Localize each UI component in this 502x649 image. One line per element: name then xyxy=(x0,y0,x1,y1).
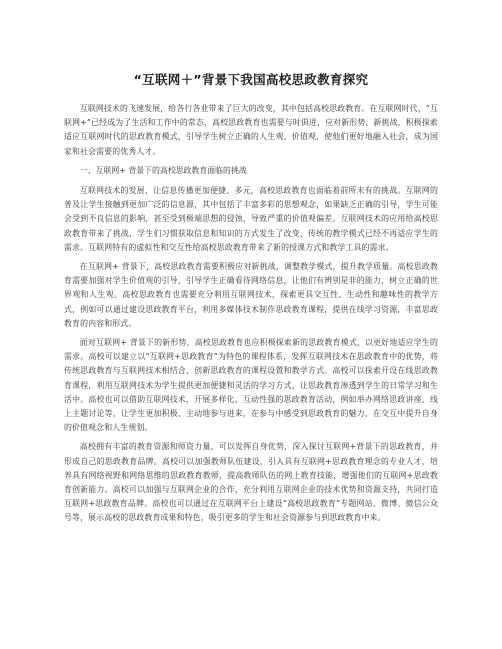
document-title: “互联网＋”背景下我国高校思政教育探究 xyxy=(133,72,369,87)
body-paragraph: 在互联网+ 背景下，高校思政教育需要积极应对新挑战，调整教学模式，提升教学质量。高校思政教育需要加强对学生价值观的引导，引导学生正确看待网络信息，让他们有辨别是非的能力，树立正确的世界观和人生观。高校思政教育也需要充分利用互联网技术，探索更具交互性、生动性和趣味性的教学方式，例如可以通过建设思政教育平台，利用多媒体技术制作思政教育课程，提供在线学习资源，丰富思政教育的内容和形式。 xyxy=(64,262,438,328)
section-heading: 一、互联网+ 背景下的高校思政教育面临的挑战 xyxy=(79,165,247,175)
body-paragraph: 面对互联网+ 背景下的新形势，高校思政教育也应积极探索新的思政教育模式，以更好地适应学生的需求。高校可以建立以“互联网+思政教育”为特色的课程体系，发挥互联网技术在思政教育中的优势，将传统思政教育与互联网技术相结合，创新思政教育的课程设置和教学方式。高校可以探索开设在线思政教育课程，利用互联网技术为学生提供更加便捷和灵活的学习方式，让思政教育渗透到学生的日常学习和生活中。高校也可以借助互联网技术，开展多样化、互动性强的思政教育活动，例如举办网络思政讲座、线上主题讨论等，让学生更加积极、主动地参与进来，在参与中感受到思政教育的魅力，在交互中提升自身的价值观念和人生规划。 xyxy=(64,338,438,433)
intro-paragraph: 互联网技术的飞速发展，给各行各业带来了巨大的改变，其中包括高校思政教育。在互联网时代，“互联网+”已经成为了生活和工作中的常态，高校思政教育也需要与时俱进，应对新形势、新挑战，积极探索适应互联网时代的思政教育模式，引导学生树立正确的人生观、价值观，使他们更好地融入社会，成为国家和社会需要的优秀人才。 xyxy=(64,104,438,156)
body-paragraph: 互联网技术的发展，让信息传播更加便捷、多元，高校思政教育也面临着前所未有的挑战。互联网的普及让学生接触到更加广泛的信息源，其中包括了丰富多彩的思想观念，如果缺乏正确的引导，学生可能会受到不良信息的影响，甚至受到极端思想的侵蚀，导致严重的价值观偏差。互联网技术的应用给高校思政教育带来了挑战，学生们习惯获取信息和知识的方式发生了改变，传统的教学模式已经不再适应学生的需求。互联网特有的虚拟性和交互性给高校思政教育带来了新的授课方式和教学工具的需求。 xyxy=(64,186,438,252)
body-paragraph: 高校拥有丰富的教育资源和师资力量，可以发挥自身优势，深入探讨互联网+背景下的思政教育，并形成自己的思政教育品牌。高校可以加强教师队伍建设，引入具有互联网+思政教育理念的专业人才，培养具有网络视野和网络思维的思政教育教师，提高教师队伍的网上教育技能，增强他们的互联网+思政教育创新能力。高校可以加强与互联网企业的合作，充分利用互联网企业的技术优势和资源支持，共同打造互联网+思政教育品牌。高校也可以通过在互联网平台上建设“高校思政教育”专题网站、微博、微信公众号等，展示高校的思政教育成果和特色，吸引更多的学生和社会资源参与到思政教育中来。 xyxy=(64,442,438,523)
